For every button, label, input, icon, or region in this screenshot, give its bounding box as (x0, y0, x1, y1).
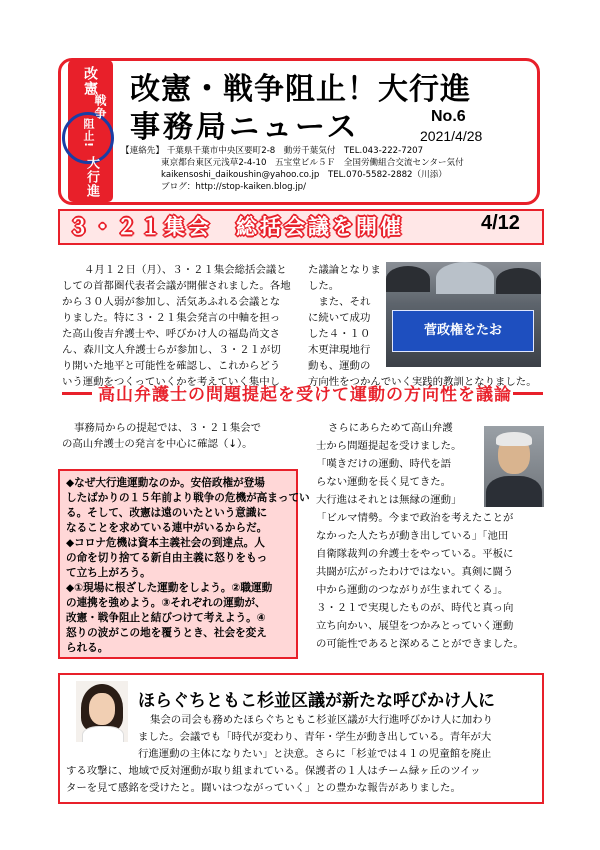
councilor-portrait (76, 681, 128, 742)
text-line: ました。会議でも「時代が変わり、青年・学生が動き出している。青年が大 (138, 731, 492, 743)
portrait-body (82, 726, 124, 742)
text-line: する攻撃に、地域で反対運動が取り組まれている。保護者の１人はチーム緑ヶ丘のツイッ (66, 765, 481, 777)
text-line: 中から運動のつながりが生まれてくる」。 (316, 584, 509, 596)
article2-title: 高山弁護士の問題提起を受けて運動の方向性を議論 (98, 385, 512, 405)
text-line: 事務局からの提起では、３・２１集会で (74, 422, 262, 434)
article3-title: ほらぐちともこ杉並区議が新たな呼びかけ人に (138, 691, 495, 711)
text-line: ３・２１で実現したものが、時代と真っ向 (316, 602, 514, 614)
text-line: 木更津現地行 (308, 344, 371, 356)
text-line: た議論となりま (308, 264, 381, 276)
point-line: の命を切り捨てる新自由主義に怒りをもっ (66, 552, 268, 564)
text-line: の高山弁護士の発言を中心に確認（↓）。 (62, 438, 253, 450)
text-line: ん、森川文人弁護士らが参加し、３・２１が切 (62, 344, 281, 356)
key-points-box (58, 469, 310, 659)
article1-col2 (308, 262, 384, 382)
newsletter-title: 改憲・戦争阻止！大行進 (130, 72, 471, 107)
point-line: ◆なぜ大行進運動なのか。安倍政権が登場 (66, 477, 265, 489)
logo-text-2: 戦争 (93, 94, 107, 120)
point-line: したばかりの１５年前より戦争の危機が高まってい (66, 492, 310, 504)
point-line: られる。 (66, 642, 109, 654)
heading-rule-right (513, 392, 543, 395)
portrait-face (89, 693, 115, 725)
text-line: 集会の司会も務めたほらぐちともこ杉並区議が大行進呼びかけ人に加わり (150, 714, 493, 726)
text-line: ４月１２日（月）、３・２１集会総括会議と (84, 264, 287, 276)
contact-line-1: 【連絡先】 千葉県千葉市中央区要町2-8 動労千葉気付 TEL.043-222-7207 (121, 146, 424, 156)
text-line: りました。特に３・２１集会発言の中軸を担っ (62, 312, 281, 324)
logo-text-1: 改憲 (82, 66, 98, 96)
lawyer-portrait (484, 426, 544, 507)
issue-number: No.6 (431, 108, 466, 125)
protest-sign: 菅政権をたお (392, 310, 534, 352)
contact-line-2: 東京都台東区元浅草2-4-10 五宝堂ビル５Ｆ 全国労働組合交流センター気付 (161, 158, 464, 168)
text-line: しての首都圏代表者会議が開催されました。各地 (62, 280, 291, 292)
umbrella-shape (436, 262, 494, 294)
heading-rule-left (62, 392, 92, 395)
text-line: から３０人弱が参加し、活気あふれる会議とな (62, 296, 281, 308)
logo-text-4: 大行進 (84, 156, 99, 198)
portrait-suit (486, 476, 542, 507)
text-line: さらにあらためて高山弁護 (328, 422, 453, 434)
point-line: 怒りの波がこの地を覆うとき、社会を変え (66, 627, 267, 639)
rally-photo (386, 262, 541, 367)
text-line: また、それ (308, 296, 371, 308)
text-line: した４・１０ (308, 328, 371, 340)
umbrella-shape (496, 268, 541, 294)
point-line: なることを求めている連中がいるからだ。 (66, 522, 268, 534)
text-line: した。 (308, 280, 340, 292)
point-line: て立ち上がろう。 (66, 567, 151, 579)
logo-text-3: 阻止! (82, 118, 95, 149)
point-line: の連携を強めよう。③それぞれの運動が、 (66, 597, 266, 609)
point-line: ◆①現場に根ざした運動をしよう。②職運動 (66, 582, 273, 594)
text-line: 立ち向かい、展望をつかみとっていく運動 (316, 620, 514, 632)
text-line: 「ビルマ情勢。今まで政治を考えたことが (316, 512, 514, 524)
text-line: 動も、運動の (308, 360, 371, 372)
umbrella-shape (386, 266, 430, 292)
point-line: ◆コロナ危機は資本主義社会の到達点。人 (66, 537, 265, 549)
campaign-logo (68, 60, 113, 202)
text-line: いう運動をつくっていくかを考えていく集中し (62, 376, 280, 388)
text-line: た高山俊吉弁護士や、呼びかけ人の福島尚文さ (62, 328, 280, 340)
text-line: 行進運動の主体になりたい」と決意。さらに「杉並では４１の児童館を廃止 (138, 748, 492, 760)
newsletter-subtitle: 事務局ニュース (130, 110, 360, 145)
issue-date: 2021/4/28 (420, 128, 483, 144)
text-line: 大行進はそれとは無縁の運動」 (316, 494, 462, 506)
article1-date: 4/12 (481, 212, 520, 234)
text-line: 自衛隊裁判の弁護士をやっている。平板に (316, 548, 514, 560)
text-line: ターを見て感銘を受けたと。闘いはつながっていく」との豊かな報告がありました。 (66, 782, 461, 794)
article1-title: ３・２１集会 総括会議を開催 (68, 215, 404, 239)
article1-col1 (62, 262, 306, 397)
text-line: り開いた地平と可能性を確認し、これからどう (62, 360, 281, 372)
text-line: の可能性であると深めることができました。 (316, 638, 524, 650)
text-line: らない運動を長く見てきた。 (316, 476, 452, 488)
text-line: 士から問題提起を受けました。 (316, 440, 462, 452)
portrait-hair (496, 432, 532, 446)
contact-line-4: ブログ：http://stop-kaiken.blog.jp/ (161, 182, 307, 192)
contact-line-3: kaikensoshi_daikoushin@yahoo.co.jp TEL.070-5582-2882（川添） (161, 170, 447, 180)
text-line: 共闘が広がったわけではない。真剣に闘う (316, 566, 514, 578)
point-line: る。そして、改憲は遠のいたという意識に (66, 507, 268, 519)
article1-last-line: 方向性をつかんでいく実践的教訓となりました。 (308, 376, 537, 388)
text-line: なかった人たちが動き出している」「池田 (316, 530, 509, 542)
text-line: 「嘆きだけの運動、時代を語 (316, 458, 452, 470)
text-line: に続いて成功 (308, 312, 371, 324)
point-line: 改憲・戦争阻止と結びつけて考えよう。④ (66, 612, 266, 624)
